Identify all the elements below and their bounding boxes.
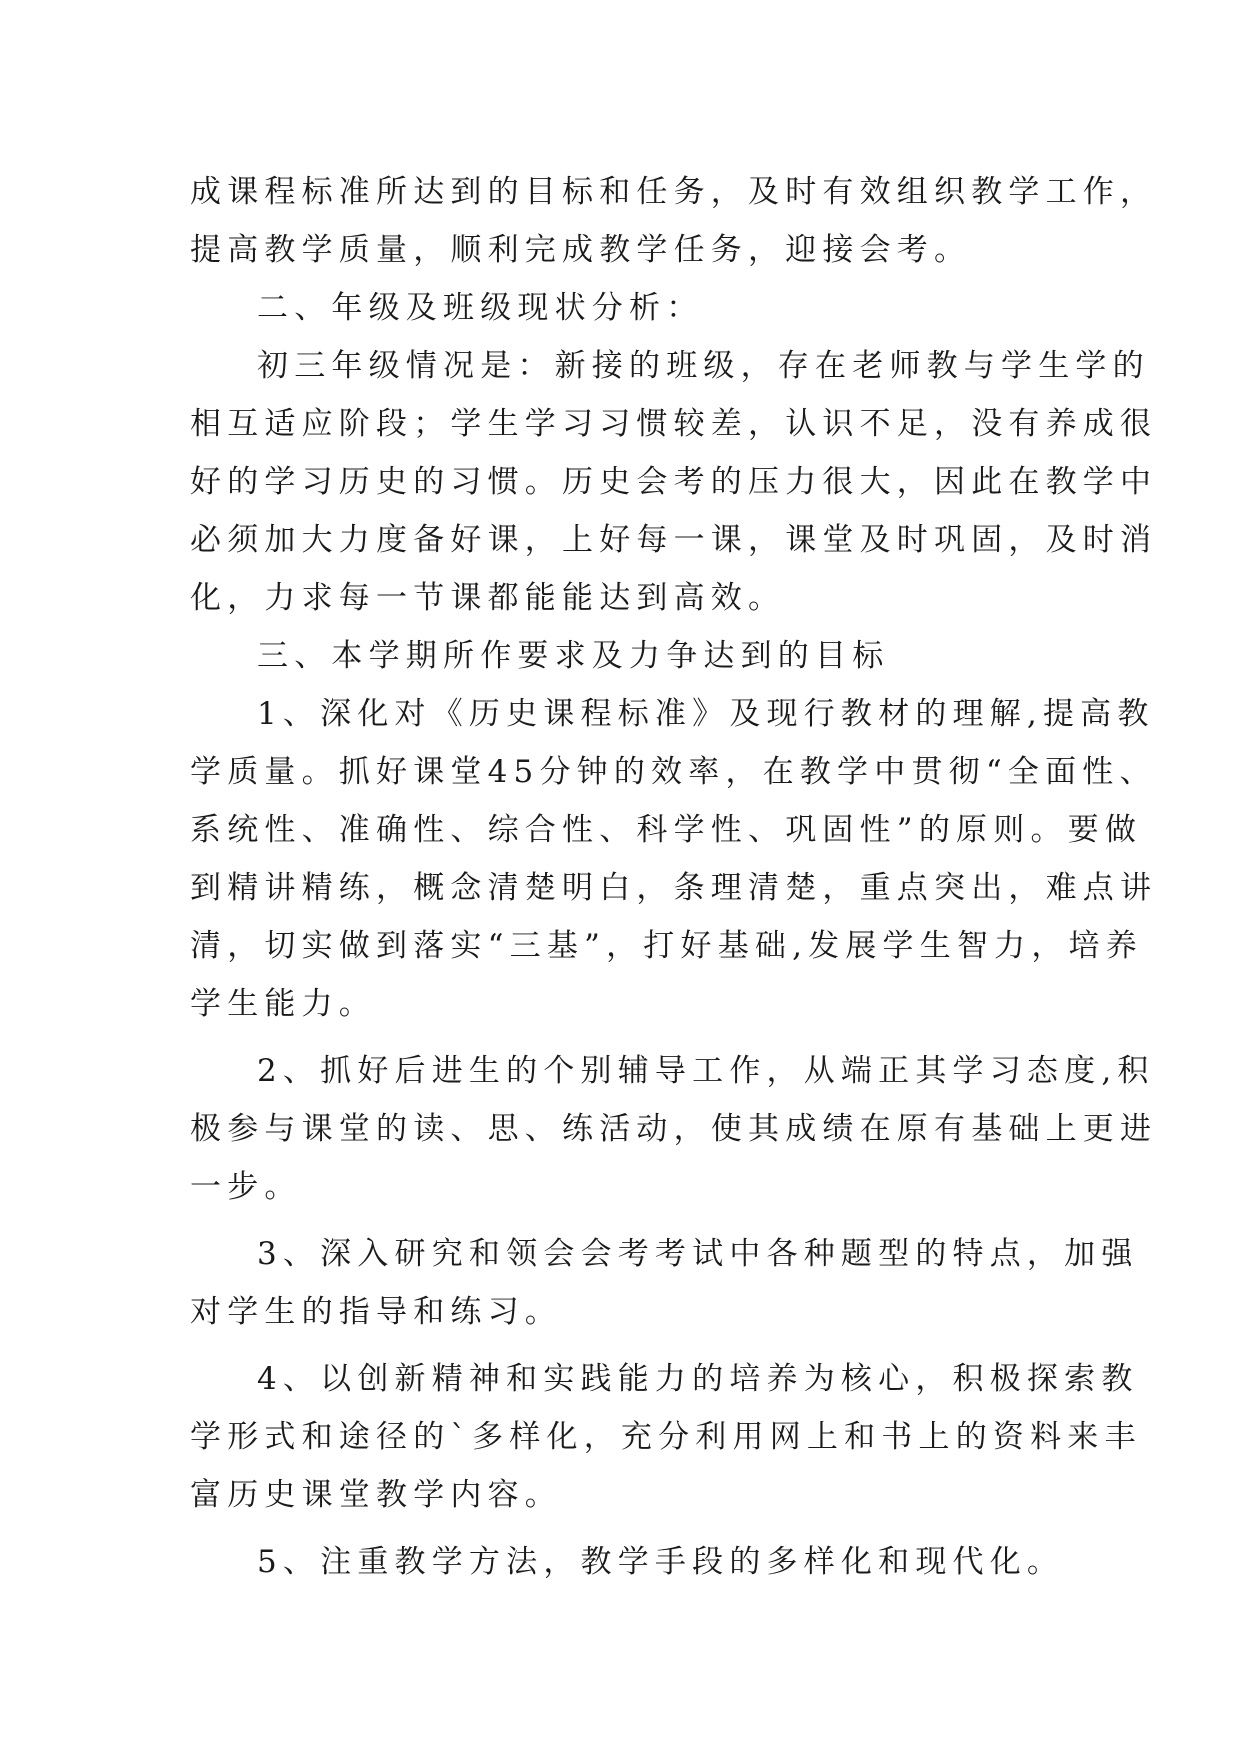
- text-line: 初三年级情况是：新接的班级，存在老师教与学生学的: [257, 348, 1150, 384]
- text-line: 提高教学质量，顺利完成教学任务，迎接会考。: [190, 232, 972, 268]
- text-line: 极参与课堂的读、思、练活动，使其成绩在原有基础上更进: [190, 1111, 1158, 1147]
- text-line: 学生能力。: [190, 986, 376, 1022]
- text-line: 学质量。抓好课堂45分钟的效率，在教学中贯彻“全面性、: [190, 754, 1157, 790]
- text-line: 必须加大力度备好课，上好每一课，课堂及时巩固，及时消: [190, 522, 1158, 558]
- text-line: 一步。: [190, 1169, 302, 1205]
- text-line: 系统性、准确性、综合性、科学性、巩固性”的原则。要做: [190, 812, 1143, 848]
- section-heading: 二、年级及班级现状分析：: [257, 290, 704, 326]
- text-line: 学形式和途径的`多样化，充分利用网上和书上的资料来丰: [190, 1419, 1142, 1455]
- text-line: 相互适应阶段；学生学习习惯较差，认识不足，没有养成很: [190, 406, 1158, 442]
- section-heading: 三、本学期所作要求及力争达到的目标: [257, 638, 890, 674]
- list-item-line: 3、深入研究和领会会考考试中各种题型的特点，加强: [257, 1236, 1139, 1272]
- list-item-line: 5、注重教学方法，教学手段的多样化和现代化。: [257, 1544, 1065, 1580]
- text-line: 化，力求每一节课都能能达到高效。: [190, 580, 786, 616]
- text-line: 富历史课堂教学内容。: [190, 1477, 562, 1513]
- text-line: 清，切实做到落实“三基”，打好基础,发展学生智力，培养: [190, 928, 1143, 964]
- document-body: [190, 163, 1158, 1591]
- list-item-line: 4、以创新精神和实践能力的培养为核心，积极探索教: [257, 1361, 1139, 1397]
- text-line: 好的学习历史的习惯。历史会考的压力很大，因此在教学中: [190, 464, 1158, 500]
- text-line: 成课程标准所达到的目标和任务，及时有效组织教学工作，: [190, 174, 1158, 210]
- text-line: 对学生的指导和练习。: [190, 1294, 562, 1330]
- list-item-line: 1、深化对《历史课程标准》及现行教材的理解,提高教: [257, 696, 1155, 732]
- text-line: 到精讲精练，概念清楚明白，条理清楚，重点突出，难点讲: [190, 870, 1158, 906]
- list-item-line: 2、抓好后进生的个别辅导工作，从端正其学习态度,积: [257, 1053, 1155, 1089]
